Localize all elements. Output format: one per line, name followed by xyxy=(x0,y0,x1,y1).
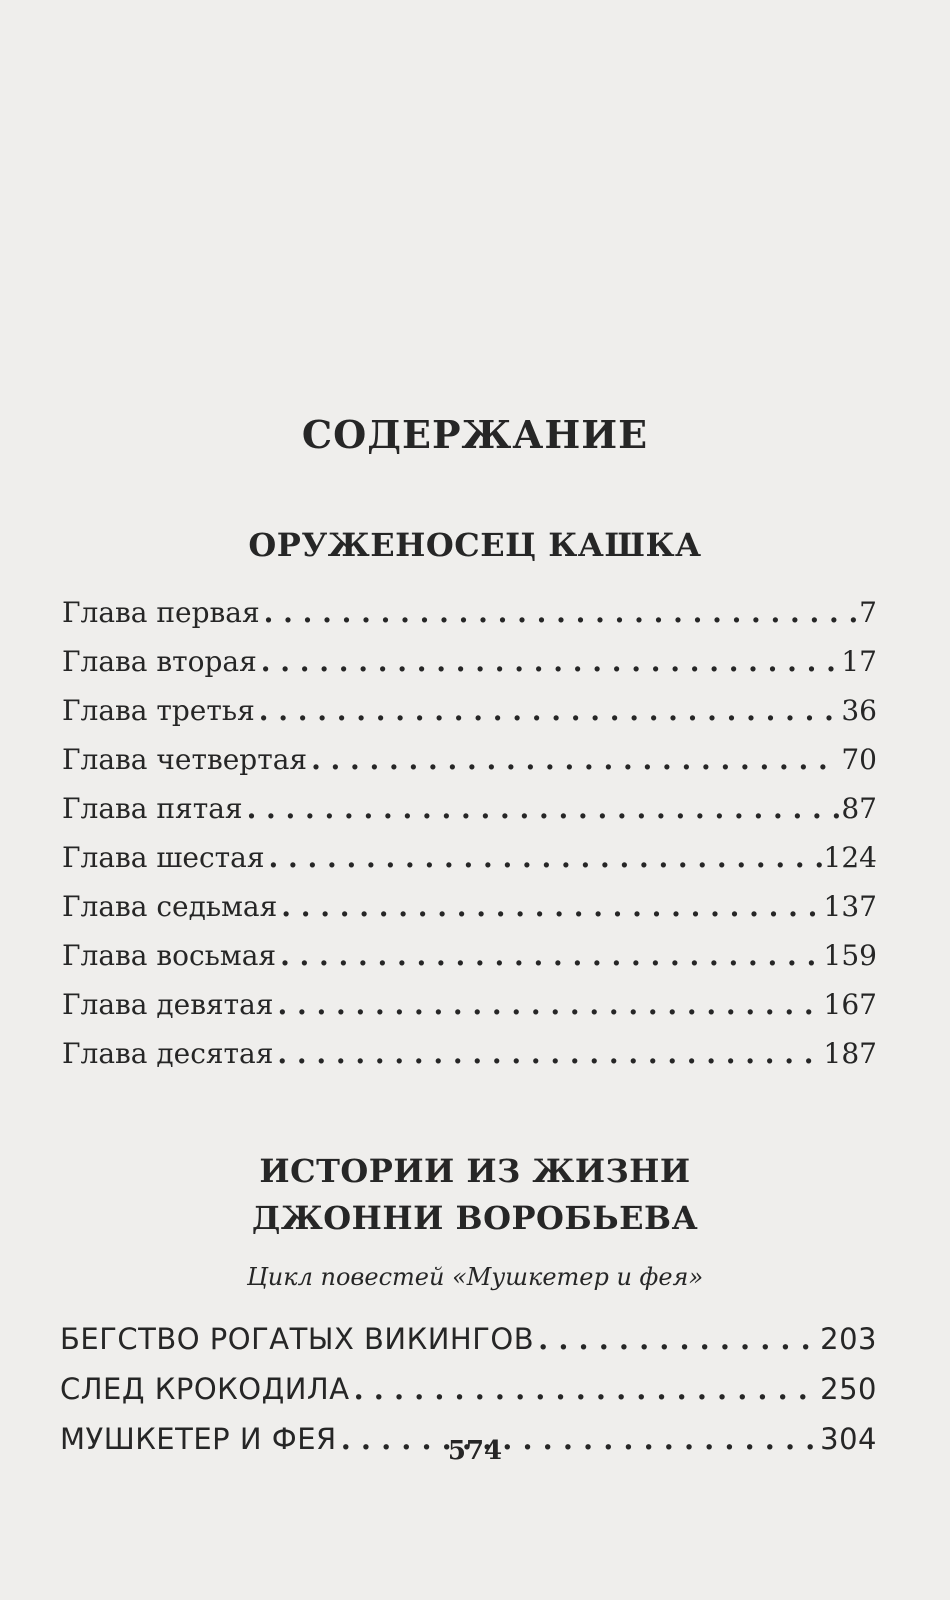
toc-entry xyxy=(62,841,877,890)
dot-leader xyxy=(247,792,840,825)
dot-leader xyxy=(354,1372,819,1406)
toc-entry xyxy=(62,792,877,841)
chapter-list xyxy=(62,596,877,1086)
dot-leader xyxy=(538,1322,818,1356)
toc-entry-label: МУШКЕТЕР И ФЕЯ xyxy=(60,1422,337,1456)
part-title-kashka: ОРУЖЕНОСЕЦ КАШКА xyxy=(248,526,702,564)
part-title-line-1: ИСТОРИИ ИЗ ЖИЗНИ xyxy=(259,1152,691,1190)
dot-leader xyxy=(281,890,821,923)
toc-entry-page: 137 xyxy=(823,890,877,923)
toc-entry-page: 250 xyxy=(820,1372,877,1406)
toc-entry xyxy=(62,890,877,939)
toc-entry-page: 304 xyxy=(820,1422,877,1456)
toc-entry-page: 87 xyxy=(841,792,877,825)
toc-entry-page: 203 xyxy=(820,1322,877,1356)
dot-leader xyxy=(311,743,839,776)
toc-entry-label: Глава девятая xyxy=(62,988,274,1021)
toc-entry-page: 17 xyxy=(841,645,877,678)
toc-entry xyxy=(60,1322,877,1372)
cycle-subtitle: Цикл повестей «Мушкетер и фея» xyxy=(246,1263,704,1291)
toc-entry xyxy=(62,645,877,694)
page-number: 574 xyxy=(447,1436,503,1466)
toc-entry xyxy=(62,743,877,792)
toc-entry-label: СЛЕД КРОКОДИЛА xyxy=(60,1372,350,1406)
dot-leader xyxy=(280,939,821,972)
toc-entry xyxy=(62,988,877,1037)
toc-entry-label: Глава шестая xyxy=(62,841,265,874)
dot-leader xyxy=(277,988,821,1021)
contents-heading: СОДЕРЖАНИЕ xyxy=(301,412,649,457)
toc-entry-page: 187 xyxy=(823,1037,877,1070)
toc-entry-page: 70 xyxy=(841,743,877,776)
toc-entry-label: Глава третья xyxy=(62,694,255,727)
part-title-line-2: ДЖОННИ ВОРОБЬЕВА xyxy=(251,1199,699,1237)
dot-leader xyxy=(261,645,840,678)
toc-entry xyxy=(62,1037,877,1086)
toc-entry-page: 167 xyxy=(823,988,877,1021)
toc-entry-label: Глава первая xyxy=(62,596,260,629)
dot-leader xyxy=(264,596,858,629)
toc-entry xyxy=(62,694,877,743)
toc-entry-label: Глава вторая xyxy=(62,645,257,678)
toc-entry-label: Глава четвертая xyxy=(62,743,308,776)
toc-entry-page: 124 xyxy=(823,841,877,874)
toc-entry-label: Глава восьмая xyxy=(62,939,277,972)
toc-entry xyxy=(60,1372,877,1422)
toc-entry xyxy=(62,596,877,645)
dot-leader xyxy=(259,694,840,727)
toc-entry-page: 7 xyxy=(859,596,877,629)
dot-leader xyxy=(269,841,822,874)
toc-entry-label: Глава седьмая xyxy=(62,890,278,923)
toc-entry xyxy=(62,939,877,988)
toc-entry-page: 36 xyxy=(841,694,877,727)
part-title-johnny xyxy=(0,1148,950,1242)
dot-leader xyxy=(277,1037,821,1070)
toc-entry-label: Глава десятая xyxy=(62,1037,274,1070)
toc-entry-label: Глава пятая xyxy=(62,792,243,825)
toc-entry-label: БЕГСТВО РОГАТЫХ ВИКИНГОВ xyxy=(60,1322,535,1356)
toc-entry-page: 159 xyxy=(823,939,877,972)
